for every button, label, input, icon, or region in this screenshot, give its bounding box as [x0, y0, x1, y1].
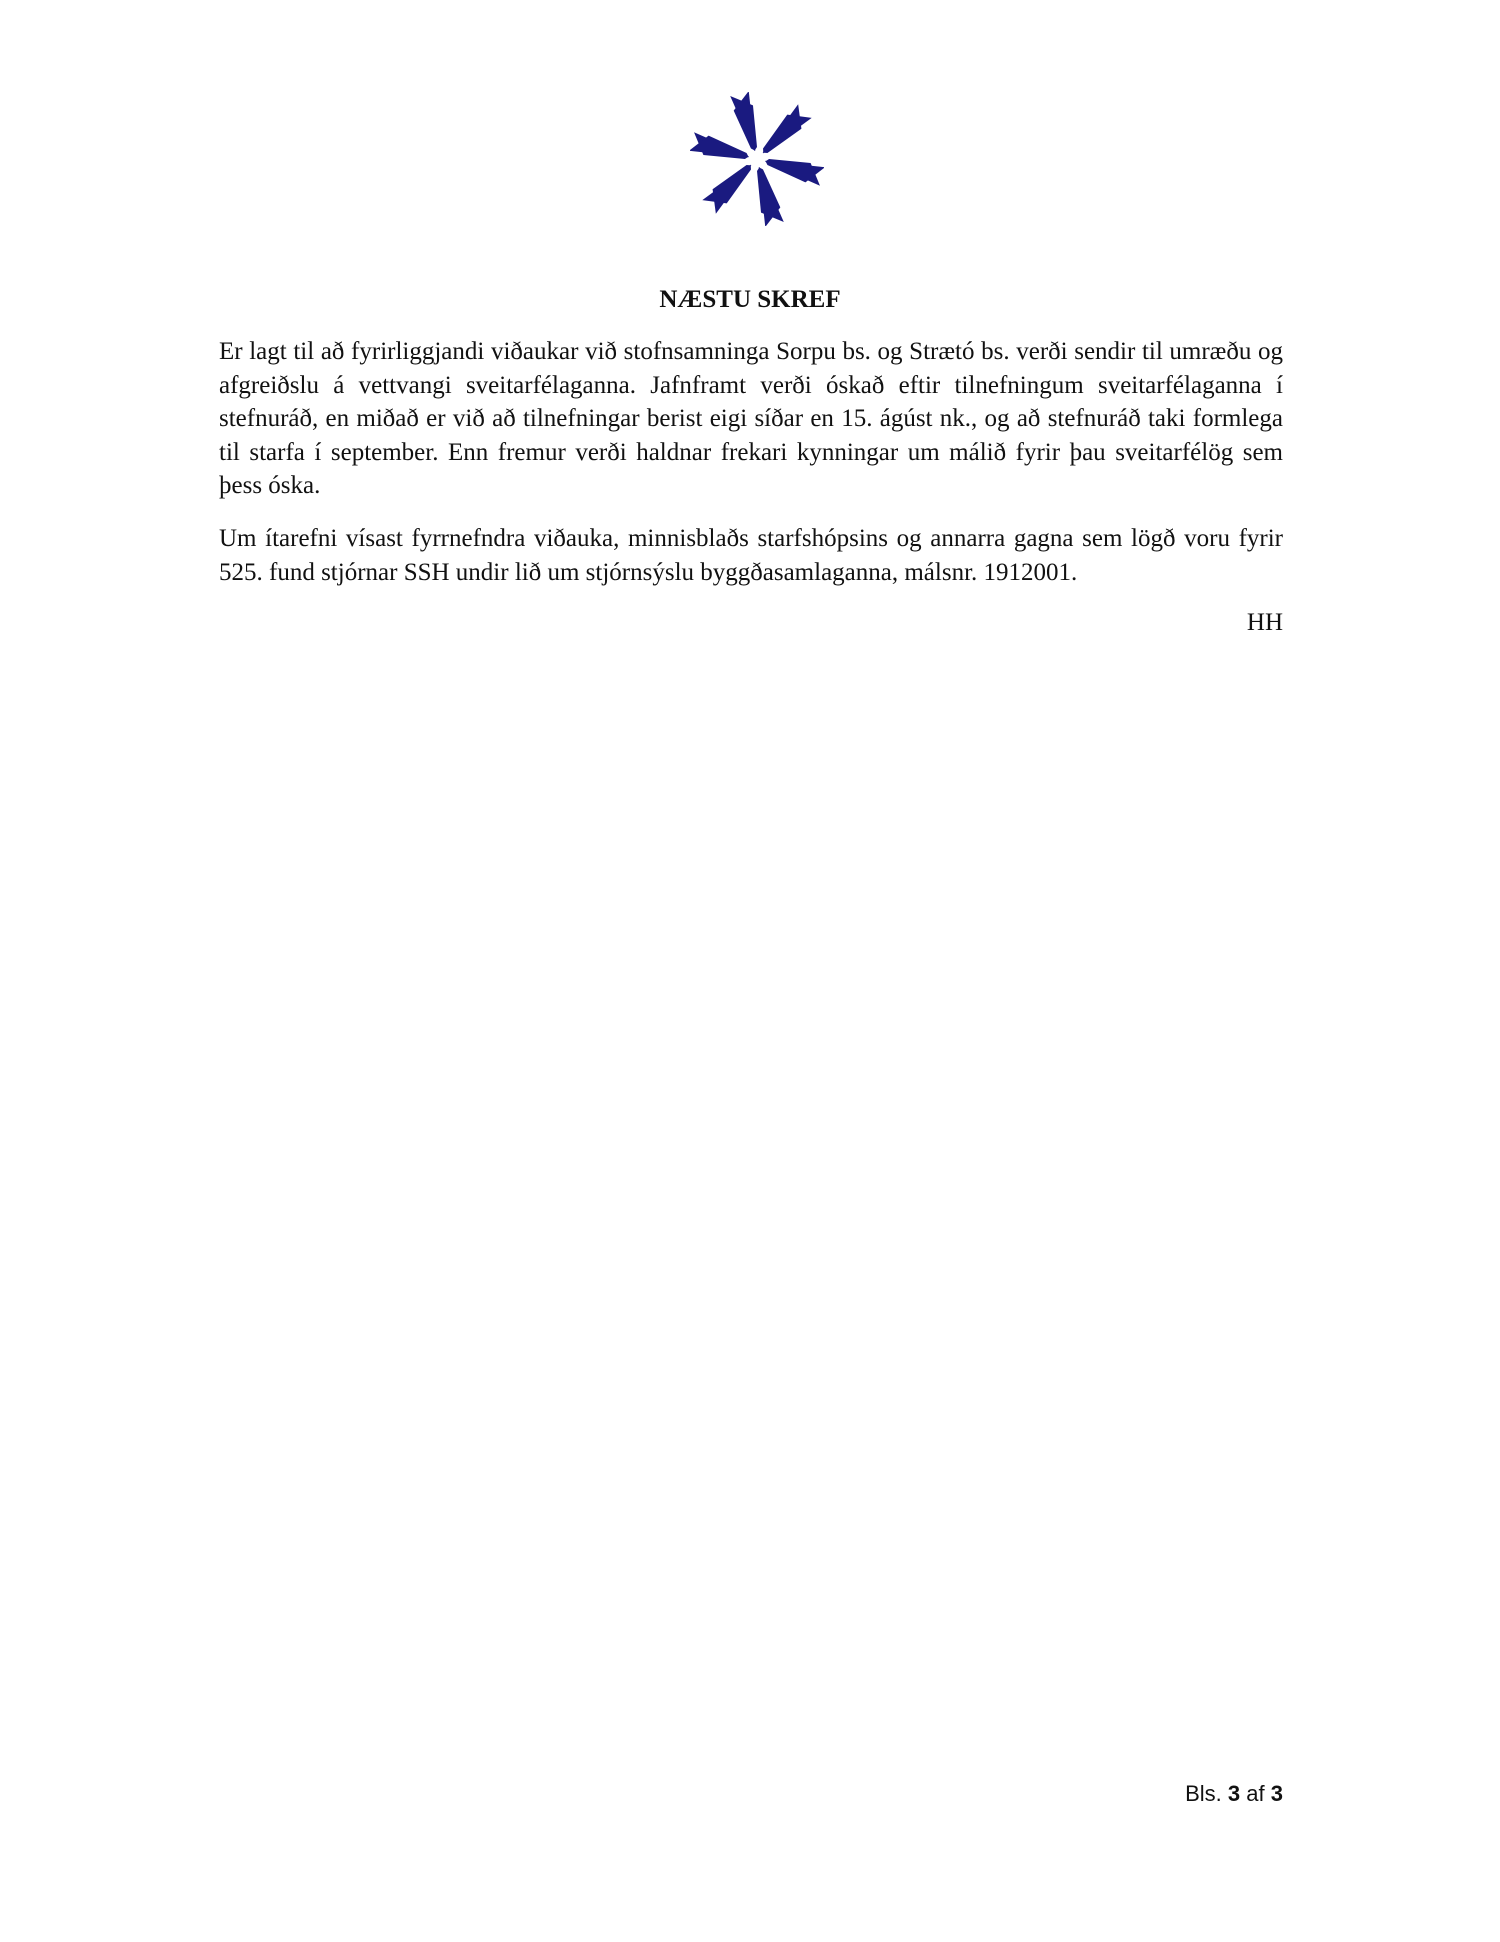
star-emblem-icon: [690, 92, 824, 226]
page-title: NÆSTU SKREF: [659, 286, 841, 313]
total-pages: 3: [1270, 1781, 1283, 1806]
logo-blade: [702, 163, 763, 214]
page-label: Bls.: [1185, 1781, 1222, 1806]
paragraph-references: Um ítarefni vísast fyrrnefndra viðauka, minnisblaðs starfshópsins og annarra gagna sem lögð voru fyrir 525. fund stjórnar SSH undir lið um stjórnsýslu byggðasamlaganna, málsnr. 1912001.: [219, 525, 1283, 586]
logo-blade: [751, 104, 812, 155]
logo-blade: [757, 167, 784, 222]
paragraph-next-steps: Er lagt til að fyrirliggjandi viðaukar við stofnsamninga Sorpu bs. og Strætó bs. verði sendir til umræðu og afgreiðslu á vettvangi sveitarfélaganna. Jafnframt verði óskað eftir tilnefningum sveitarfélaganna í stefnuráð, en miðað er við að tilnefningar berist eigi síðar en 15. ágúst nk., og að stefnuráð taki formlega til starfa í september. Enn fremur verði haldnar frekari kynningar um málið fyrir þau sveitarfélög sem þess óska.: [219, 338, 1283, 499]
page-number-footer: [1185, 1780, 1283, 1808]
current-page: 3: [1227, 1781, 1241, 1806]
page-of-label: af: [1246, 1781, 1265, 1806]
signature-initials: HH: [1246, 609, 1283, 636]
